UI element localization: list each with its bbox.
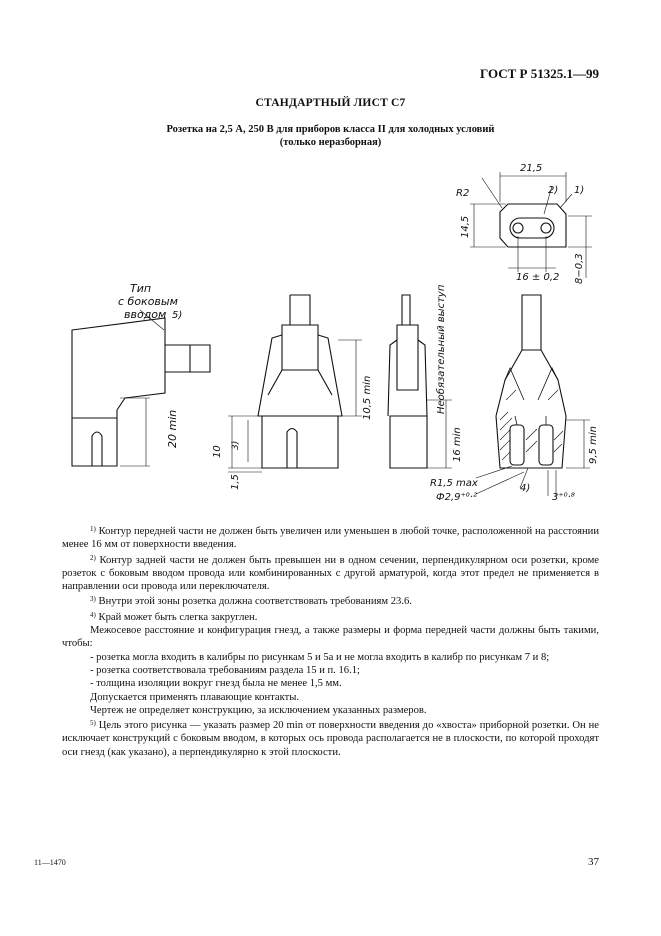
dim-pitch: 16 ± 0,2 (516, 272, 560, 283)
footnote-4: $^{4)}$ Край может быть слегка закруглен. (90, 610, 258, 623)
dim-ref-2: 2) (548, 185, 559, 196)
dim-ref-1: 1) (574, 185, 585, 196)
side-entry-view (72, 318, 210, 466)
section-view (496, 295, 566, 468)
side-view (388, 295, 427, 468)
subtitle-line-2: (только неразборная) (279, 137, 382, 148)
dim-9-5-min: 9,5 min (588, 426, 599, 464)
dim-ref-4: 4) (520, 483, 531, 494)
requirement-3: - толщина изоляции вокруг гнезд была не менее 1,5 мм. (90, 678, 342, 690)
footnote-5: $^{5)}$ Цель этого рисунка — указать размер 20 min от поверхности введения до «хвоста» приборной розетки. Он не исключает конструкций с боковым вводом, в которых ось провода располагается не в плоскости, по которой проходят оси гнезд (как указано), а перпендикулярно к этой плоскости. (62, 719, 599, 758)
notes-section (62, 523, 599, 759)
dim-10: 10 (212, 445, 223, 458)
dim-20-min: 20 min (166, 409, 179, 448)
dim-16-min: 16 min (452, 427, 463, 462)
label-type-line-1: Тип (130, 282, 152, 295)
technical-drawing (60, 158, 610, 510)
page-number: 37 (588, 856, 599, 868)
dim-3: 3⁺⁰·⁸ (552, 492, 575, 503)
sheet-subtitle (0, 123, 661, 149)
paragraph-design: Чертеж не определяет конструкцию, за исключением указанных размеров. (90, 704, 427, 716)
dim-r1-5-max: R1,5 max (430, 478, 478, 489)
requirement-2: - розетка соответствовала требованиям раздела 15 и п. 16.1; (90, 664, 360, 676)
footnote-3: $^{3)}$ Внутри этой зоны розетка должна соответствовать требованиям 23.6. (90, 595, 412, 608)
label-type-line-3: вводом (124, 308, 167, 321)
sheet-title: СТАНДАРТНЫЙ ЛИСТ С7 (255, 97, 406, 109)
dim-phi-2-9: Ф2,9⁺⁰·² (436, 492, 477, 503)
subtitle-line-1: Розетка на 2,5 А, 250 В для приборов класса II для холодных условий (166, 124, 495, 135)
dim-10-5-min: 10,5 min (362, 375, 373, 420)
standard-code: ГОСТ Р 51325.1—99 (480, 66, 599, 81)
dim-ref-3: 3) (231, 440, 241, 450)
dim-1-5: 1,5 (230, 474, 241, 490)
dim-height-8: 8−0,3 (574, 253, 585, 284)
paragraph-spacing: Межосевое расстояние и конфигурация гнезд, а также размеры и форма передней части должны быть такими, чтобы: (62, 625, 599, 650)
label-type-line-2: с боковым (118, 295, 178, 308)
paragraph-floating-contacts: Допускается применять плавающие контакты. (90, 691, 300, 703)
print-code: 11—1470 (34, 858, 66, 867)
label-optional-protrusion: Необязательный выступ (436, 284, 447, 414)
plan-view (500, 204, 566, 247)
footnote-1: $^{1)}$ Контур передней части не должен быть увеличен или уменьшен в любой точке, расположенной на расстоянии менее 16 мм от поверхности введения. (62, 525, 599, 551)
requirement-1: - розетка могла входить в калибры по рисункам 5 и 5а и не могла входить в калибр по рисункам 7 и 8; (90, 651, 550, 663)
footnote-2: $^{2)}$ Контур задней части не должен быть превышен ни в одном сечении, перпендикулярном оси розетки, кроме розеток с боковым вводом провода или комбинированных с другой арматурой, когда этот предел не применяется в направлении оси провода или переключателя. (62, 553, 599, 593)
dim-height-14-5: 14,5 (460, 215, 471, 238)
dim-width-21-5: 21,5 (520, 163, 543, 174)
dim-r2: R2 (456, 188, 470, 199)
label-type-ref: 5) (172, 310, 183, 321)
front-view (258, 295, 342, 468)
